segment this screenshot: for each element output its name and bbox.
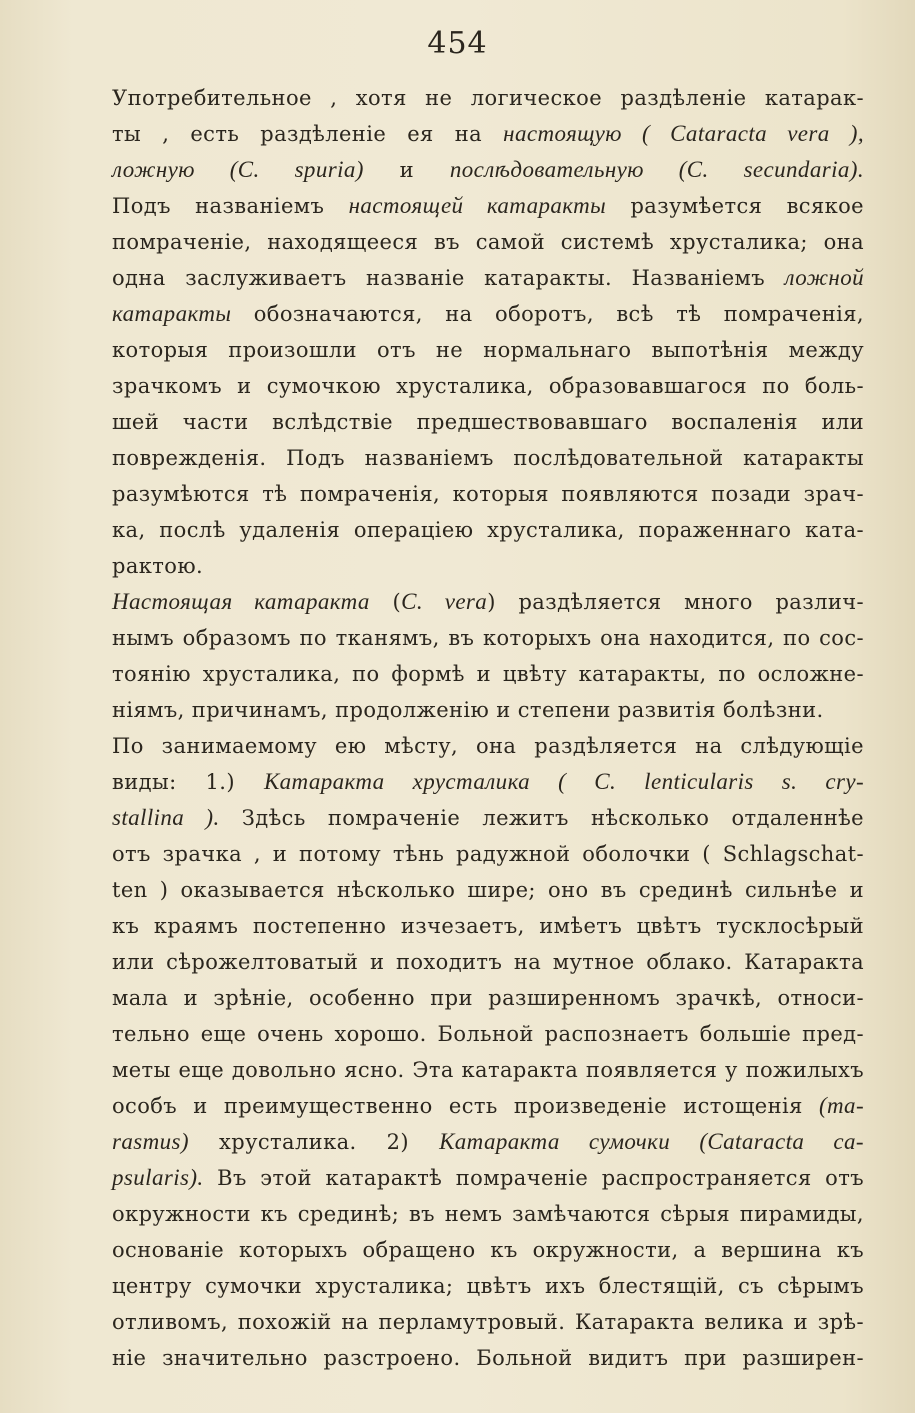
text-line	[112, 1052, 864, 1088]
text-line	[112, 584, 864, 620]
text-line	[112, 1016, 864, 1052]
text-line	[112, 512, 864, 548]
text-segment: виды: 1.)	[112, 770, 264, 794]
text-line	[112, 1160, 864, 1196]
text-line	[112, 440, 864, 476]
text-segment: ніямъ, причинамъ, продолженію и степени развитія болѣзни.	[112, 698, 824, 722]
italic-term: С. vera	[401, 589, 488, 614]
italic-term: Катаракта хрусталика ( С. lenticularis s. cry-	[263, 769, 864, 794]
text-line	[112, 116, 864, 152]
text-segment: Подъ названіемъ	[112, 194, 349, 218]
text-segment: обозначаются, на оборотъ, всѣ тѣ помраченія,	[231, 302, 864, 326]
text-line	[112, 1196, 864, 1232]
text-segment: ніе значительно разстроено. Больной видитъ при разширен-	[112, 1346, 864, 1370]
text-line	[112, 656, 864, 692]
text-line	[112, 1088, 864, 1124]
text-segment: меты еще довольно ясно. Эта катаракта появляется у пожилыхъ	[112, 1058, 864, 1082]
text-line	[112, 800, 864, 836]
text-line	[112, 224, 864, 260]
text-segment: тоянію хрусталика, по формѣ и цвѣту катаракты, по осложне-	[112, 662, 864, 686]
text-line	[112, 908, 864, 944]
body-text	[112, 80, 864, 1376]
text-line	[112, 188, 864, 224]
text-line	[112, 1124, 864, 1160]
text-segment: которыя произошли отъ не нормальнаго выпотѣнія между	[112, 338, 864, 362]
text-line	[112, 332, 864, 368]
text-line	[112, 836, 864, 872]
text-line	[112, 620, 864, 656]
text-line	[112, 1304, 864, 1340]
text-line	[112, 1340, 864, 1376]
italic-term: rasmus)	[112, 1129, 189, 1154]
italic-term: настоящей катаракты	[348, 193, 607, 218]
text-segment: къ краямъ постепенно изчезаетъ, имѣетъ цвѣтъ тусклосѣрый	[112, 914, 864, 938]
text-line	[112, 476, 864, 512]
italic-term: stallina ).	[112, 805, 220, 830]
page-number: 454	[427, 26, 488, 61]
text-line	[112, 944, 864, 980]
text-line	[112, 872, 864, 908]
text-segment: шей части вслѣдствіе предшествовавшаго воспаленія или	[112, 410, 864, 434]
text-segment: нымъ образомъ по тканямъ, въ которыхъ она находится, по сос-	[112, 626, 864, 650]
italic-term: катаракты	[112, 301, 232, 326]
italic-term: Катаракта сумочки (Cataracta ca-	[439, 1129, 864, 1154]
text-segment: рактою.	[112, 554, 204, 578]
italic-term: psularis).	[112, 1165, 204, 1190]
text-segment: и	[363, 158, 450, 182]
text-line	[112, 368, 864, 404]
text-segment: центру сумочки хрусталика; цвѣтъ ихъ блестящій, съ сѣрымъ	[112, 1274, 864, 1298]
text-segment: особъ и преимущественно есть произведеніе истощенія	[112, 1094, 819, 1118]
text-segment: ten ) оказывается нѣсколько шире; оно въ срединѣ сильнѣе и	[112, 878, 864, 902]
text-line	[112, 764, 864, 800]
text-line	[112, 548, 864, 584]
text-segment: отъ зрачка , и потому тѣнь радужной оболочки ( Schlagschat-	[112, 842, 864, 866]
text-line	[112, 980, 864, 1016]
italic-term: (ma-	[818, 1093, 864, 1118]
text-segment: зрачкомъ и сумочкою хрусталика, образовавшагося по боль-	[112, 374, 864, 398]
text-segment: основаніе которыхъ обращено къ окружности, а вершина къ	[112, 1238, 864, 1262]
text-line	[112, 692, 864, 728]
text-segment: (	[369, 590, 402, 614]
text-segment: окружности къ срединѣ; въ немъ замѣчаются сѣрыя пирамиды,	[112, 1202, 864, 1226]
text-segment: помраченіе, находящееся въ самой системѣ хрусталика; она	[112, 230, 864, 254]
text-segment: Употребительное , хотя не логическое раздѣленіе катарак-	[112, 86, 864, 110]
text-segment: разумѣется всякое	[606, 194, 864, 218]
text-line	[112, 80, 864, 116]
text-line	[112, 1232, 864, 1268]
italic-term: ложную (С. spuria)	[112, 157, 364, 182]
text-line	[112, 728, 864, 764]
text-segment: ка, послѣ удаленія операціею хрусталика, пораженнаго ката-	[112, 518, 864, 542]
text-segment: одна заслуживаетъ названіе катаракты. Названіемъ	[112, 266, 785, 290]
italic-term: послѣдовательную (С. secundaria).	[449, 157, 864, 182]
text-segment: ) раздѣляется много различ-	[487, 590, 864, 614]
text-segment: мала и зрѣніе, особенно при разширенномъ зрачкѣ, относи-	[112, 986, 864, 1010]
text-line	[112, 152, 864, 188]
text-segment: Здѣсь помраченіе лежитъ нѣсколько отдаленнѣе	[219, 806, 865, 830]
italic-term: ложной	[784, 265, 864, 290]
text-line	[112, 1268, 864, 1304]
text-segment: хрусталика. 2)	[188, 1130, 440, 1154]
text-segment: По занимаемому ею мѣсту, она раздѣляется на слѣдующіе	[112, 734, 864, 758]
text-segment: отливомъ, похожій на перламутровый. Катаракта велика и зрѣ-	[112, 1310, 864, 1334]
text-segment: Въ этой катарактѣ помраченіе распространяется отъ	[203, 1166, 864, 1190]
text-segment: или сѣрожелтоватый и походитъ на мутное облако. Катаракта	[112, 950, 864, 974]
text-segment: поврежденія. Подъ названіемъ послѣдовательной катаракты	[112, 446, 864, 470]
text-segment: ты , есть раздѣленіе ея на	[112, 122, 504, 146]
text-segment: разумѣются тѣ помраченія, которыя появляются позади зрач-	[112, 482, 864, 506]
text-line	[112, 404, 864, 440]
italic-term: настоящую ( Cataracta vera ),	[503, 121, 865, 146]
text-segment: тельно еще очень хорошо. Больной распознаетъ большіе пред-	[112, 1022, 864, 1046]
italic-term: Настоящая катаракта	[112, 589, 370, 614]
text-line	[112, 260, 864, 296]
text-line	[112, 296, 864, 332]
